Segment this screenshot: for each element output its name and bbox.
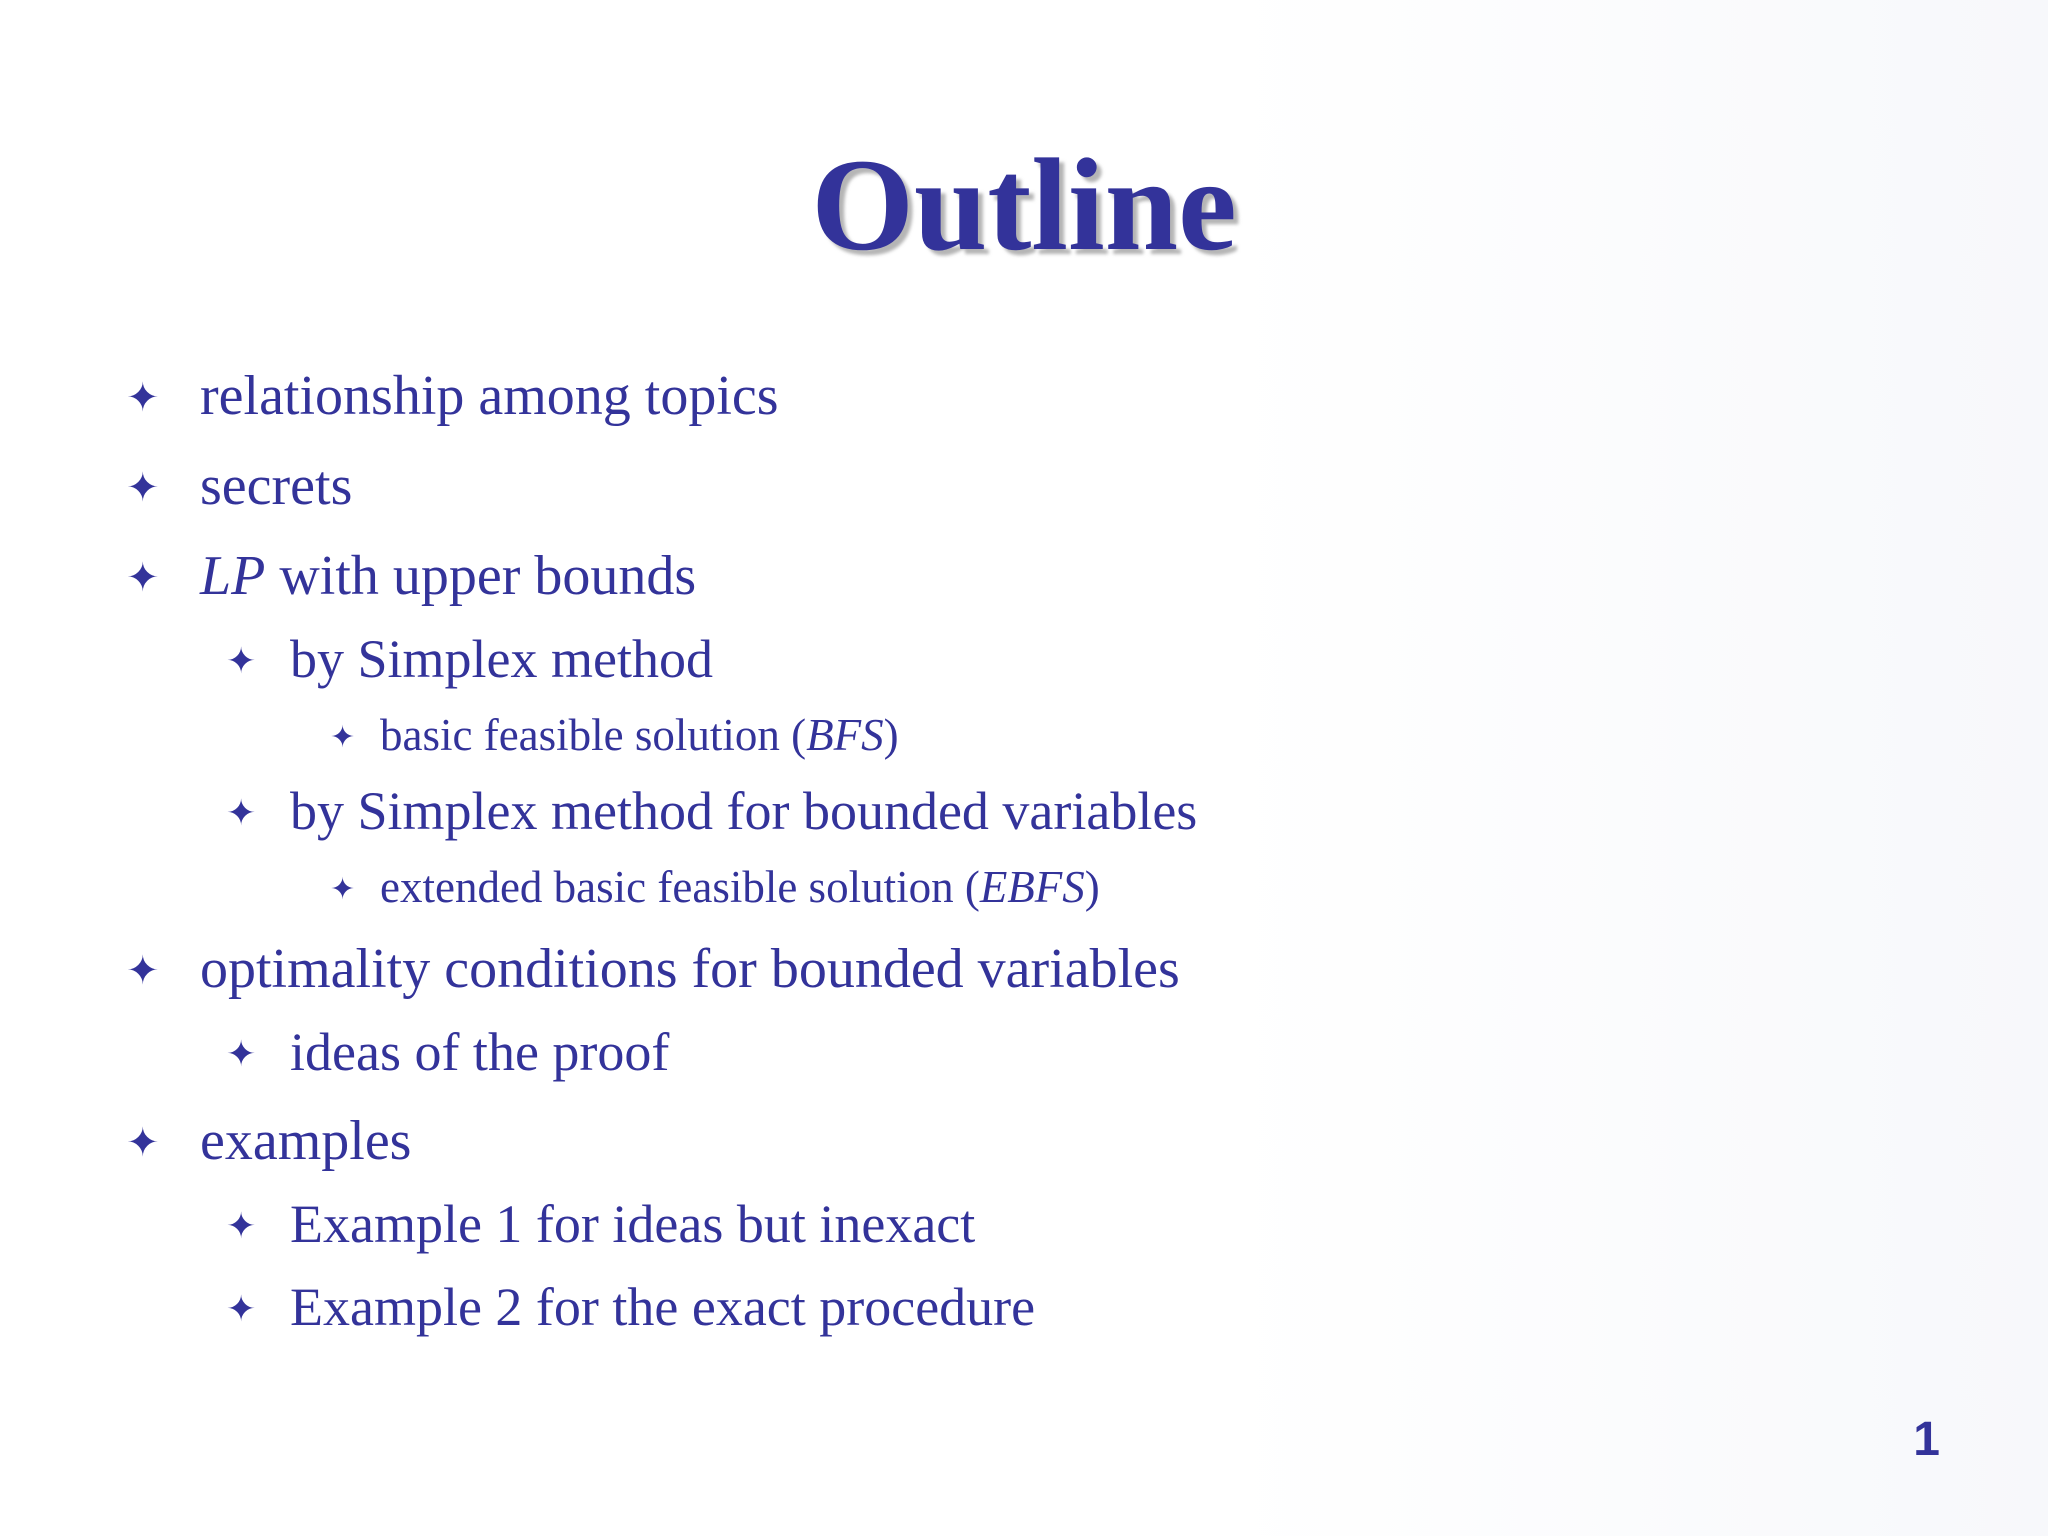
list-item [226,1275,1036,1339]
list-item-text: by Simplex method for bounded variables [290,781,1198,841]
star-bullet-icon: ✦ [330,721,356,754]
star-bullet-icon: ✦ [226,641,257,681]
list-item-text: examples [200,1110,412,1172]
list-item-text: Example 2 for the exact procedure [290,1277,1036,1337]
star-bullet-icon: ✦ [226,1034,257,1074]
list-item [226,779,1198,843]
star-bullet-icon: ✦ [226,1206,257,1246]
list-item-text: basic feasible solution ( [380,710,807,760]
list-item-italic-prefix: LP [200,545,266,607]
list-item-text: optimality conditions for bounded variables [200,938,1180,1000]
list-item-text: extended basic feasible solution ( [380,862,980,912]
list-item-text: by Simplex method [290,629,713,689]
star-bullet-icon: ✦ [126,555,160,600]
list-item-suffix: ) [1084,862,1100,912]
list-item-text: Example 1 for ideas but inexact [290,1194,976,1254]
list-item [226,1192,976,1256]
star-bullet-icon: ✦ [126,465,160,510]
list-item-italic: BFS [806,710,884,760]
page-number: 1 [1913,1413,1940,1466]
list-item [126,1108,412,1174]
list-item-text: ideas of the proof [290,1022,670,1082]
star-bullet-icon: ✦ [330,873,356,906]
slide-title: Outline [811,131,1237,278]
list-item-italic: EBFS [979,862,1085,912]
star-bullet-icon: ✦ [126,948,160,993]
list-item [330,707,899,763]
star-bullet-icon: ✦ [126,1120,160,1165]
list-item [126,363,779,429]
star-bullet-icon: ✦ [126,375,160,420]
list-item [226,627,713,691]
list-item-suffix: ) [883,710,899,760]
list-item [330,859,1100,915]
list-item [126,453,353,519]
list-item-text: relationship among topics [200,365,779,427]
star-bullet-icon: ✦ [226,793,257,833]
list-item-text: secrets [200,455,353,517]
list-item-text: with upper bounds [265,545,697,607]
list-item [226,1020,670,1084]
list-item [126,936,1180,1002]
list-item [126,543,697,609]
star-bullet-icon: ✦ [226,1289,257,1329]
